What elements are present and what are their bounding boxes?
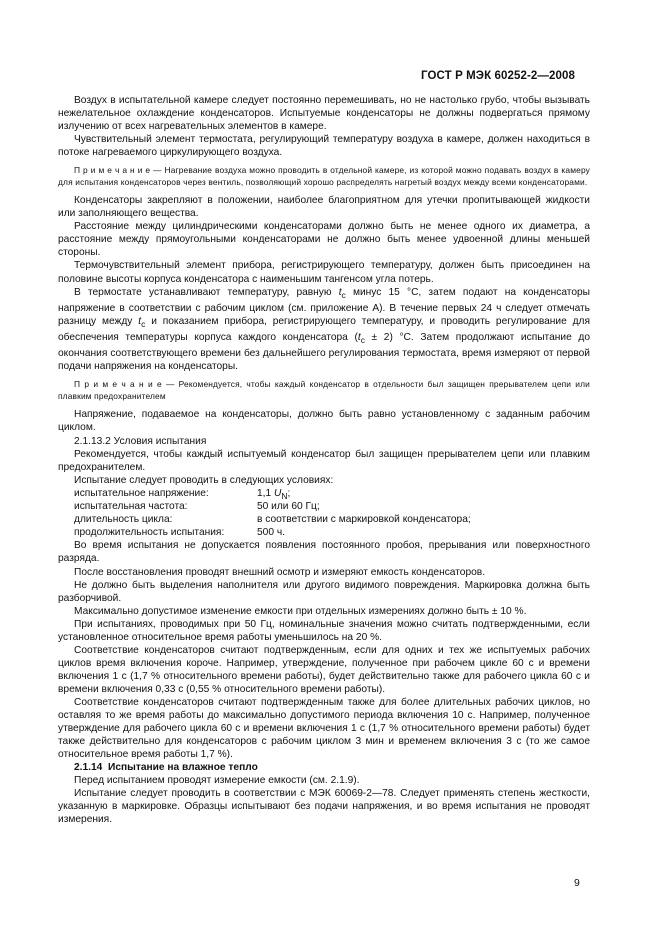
note: П р и м е ч а н и е — Нагревание воздуха можно проводить в отдельной камере, из которой можно подавать воздух в камеру для испытания конденсаторов через вентиль, позволяющий хорошо распределять нагретый воздух между всеми конденсаторами. <box>58 165 590 188</box>
paragraph: Перед испытанием проводят измерение емкости (см. 2.1.9). <box>74 775 360 787</box>
document-header: ГОСТ Р МЭК 60252-2—2008 <box>421 70 575 82</box>
paragraph: Конденсаторы закрепляют в положении, наиболее благоприятном для утечки пропитывающей жидкости или заполняющего вещества. <box>58 195 590 220</box>
paragraph: Соответствие конденсаторов считают подтвержденным также для более длительных рабочих циклов, но оставляя то же время работы до максимально допустимого периода включения 10 с. Например, полученное утверждение для рабочего цикла 60 с и времени включения 1 с (1,7 % относительного времени работы) будет также действительно для конденсаторов с рабочим циклом 3 мин и временем включения 3 с (то же самое относительное время работы 1,7 %). <box>58 696 590 761</box>
condition-value: в соответствии с маркировкой конденсатора; <box>257 514 471 526</box>
paragraph: Испытание следует проводить в следующих условиях: <box>74 475 334 487</box>
paragraph: Соответствие конденсаторов считают подтвержденным, если для одних и тех же испытуемых рабочих циклов время включения короче. Например, утверждение, полученное при рабочем цикле 60 с и времени включения 1 с (1,7 % относительного времени работы), будет действительно также для рабочего цикла 60 с и времени включения 0,33 с (0,55 % относительного времени работы). <box>58 644 590 695</box>
condition-label: испытательная частота: <box>74 501 188 513</box>
paragraph: Чувствительный элемент термостата, регулирующий температуру воздуха в камере, должен находиться в потоке нагреваемого циркулирующего воздуха. <box>58 134 590 159</box>
paragraph: Воздух в испытательной камере следует постоянно перемешивать, но не настолько грубо, чтобы вызывать нежелательное охлаждение конденсаторов. Испытуемые конденсаторы не должны подвергаться прямому излучению от всех нагревательных элементов в камере. <box>58 95 590 133</box>
paragraph: Максимально допустимое изменение емкости при отдельных измерениях должно быть ± 10 %. <box>74 605 527 617</box>
page-number: 9 <box>574 877 580 889</box>
section-heading-humid-heat: 2.1.14 Испытание на влажное тепло <box>74 762 258 774</box>
condition-label: испытательное напряжение: <box>74 488 209 500</box>
condition-label: продолжительность испытания: <box>74 527 225 539</box>
condition-value: 500 ч. <box>257 527 285 539</box>
paragraph: После восстановления проводят внешний осмотр и измеряют емкость конденсаторов. <box>74 566 486 578</box>
paragraph: Рекомендуется, чтобы каждый испытуемый конденсатор был защищен прерывателем цепи или плавким предохранителем. <box>58 449 590 474</box>
condition-label: длительность цикла: <box>74 514 173 526</box>
note: П р и м е ч а н и е — Рекомендуется, чтобы каждый конденсатор в отдельности был защищен прерывателем цепи или плавким предохранителем <box>58 378 590 401</box>
paragraph: Расстояние между цилиндрическими конденсаторами должно быть не менее одного их диаметра, а расстояние между прямоугольными конденсаторами не должно быть менее удвоенной длины меньшей стороны. <box>58 221 590 259</box>
condition-value: 50 или 60 Гц; <box>257 501 320 513</box>
paragraph: Не должно быть выделения наполнителя или другого видимого повреждения. Маркировка должна быть разборчивой. <box>58 579 590 604</box>
section-heading: 2.1.13.2 Условия испытания <box>74 436 207 448</box>
condition-row <box>74 513 590 526</box>
paragraph: Испытание следует проводить в соответствии с МЭК 60069-2—78. Следует применять степень жесткости, указанную в маркировке. Образцы испытывают без подачи напряжения, и во время испытания не проводят измерения. <box>58 788 590 826</box>
paragraph: Напряжение, подаваемое на конденсаторы, должно быть равно установленному с заданным рабочим циклом. <box>58 408 590 433</box>
paragraph: Термочувствительный элемент прибора, регистрирующего температуру, должен быть присоединен на половине высоты корпуса конденсатора с наименьшим тангенсом угла потерь. <box>58 260 590 285</box>
condition-row <box>74 500 590 513</box>
condition-row <box>74 526 590 539</box>
paragraph-temperature-setting: В термостате устанавливают температуру, равную $t_c$ минус 15 °С, затем подают на конденсаторы напряжение в соответствии с рабочим циклом (см. приложение А). В течение первых 24 ч следует отмечать разницу между $t_c$ и показанием прибора, регистрирующего температуру, и проводить регулирование для обеспечения температуры корпуса каждого конденсатора $(t_c \pm 2)$ °С. Затем продолжают испытание до окончания соответствующего времени без дальнейшего регулирования термостата, время измеряют от первой подачи напряжения на конденсаторы. <box>58 286 591 372</box>
condition-value: 1,1 $U_N$; <box>257 488 291 502</box>
condition-row <box>74 487 590 500</box>
paragraph: При испытаниях, проводимых при 50 Гц, номинальные значения можно считать подтвержденными, если установленное относительное время работы уменьшилось на 20 %. <box>58 618 590 643</box>
paragraph: Во время испытания не допускается появления постоянного пробоя, прерывания или поверхностного разряда. <box>58 540 590 565</box>
page-content <box>58 94 590 826</box>
